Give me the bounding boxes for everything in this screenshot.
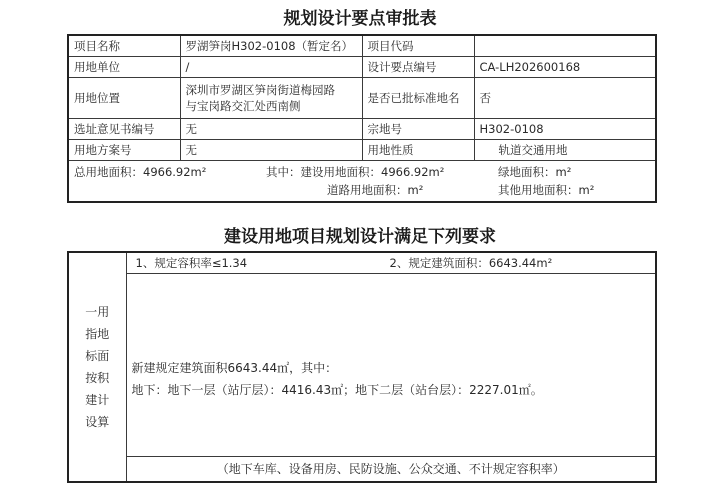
area-detail [126, 273, 656, 456]
location-line-2: 与宝岗路交汇处西南侧 [185, 98, 301, 113]
standard-name-value: 否 [474, 77, 656, 118]
far-text: 1、规定容积率≤1.34 [135, 255, 248, 270]
side-char: 标面 [85, 349, 110, 363]
requirements-side-label [68, 252, 126, 482]
area-row [68, 160, 656, 181]
side-char: 一用 [85, 305, 110, 319]
floor-area-text: 2、规定建筑面积：6643.44m² [389, 255, 553, 270]
land-nature-label: 用地性质 [362, 139, 474, 160]
location-label: 用地位置 [68, 77, 180, 118]
total-area: 总用地面积：4966.92m² [74, 164, 207, 179]
far-row [126, 252, 656, 273]
form-title: 规划设计要点审批表 [283, 9, 437, 29]
construction-area: 其中：建设用地面积：4966.92m² [266, 164, 445, 179]
site-opinion-value: 无 [180, 118, 362, 139]
underground-line: 地下：地下一层（站厅层）：4416.43㎡；地下二层（站台层）：2227.01㎡。 [131, 382, 543, 397]
side-char: 按积 [85, 371, 110, 385]
project-name-label: 项目名称 [68, 35, 180, 56]
other-area: 其他用地面积：m² [498, 183, 595, 197]
side-char: 建计 [85, 393, 110, 407]
land-unit-value: / [180, 56, 362, 77]
requirements-title: 建设用地项目规划设计满足下列要求 [224, 227, 496, 247]
side-char: 设算 [85, 415, 110, 429]
land-nature-value: 轨道交通用地 [474, 139, 656, 160]
footer-note: （地下车库、设备用房、民防设施、公众交通、不计规定容积率） [126, 456, 656, 482]
road-area: 道路用地面积：m² [327, 183, 424, 197]
location-line-1: 深圳市罗湖区笋岗街道梅园路 [185, 82, 335, 97]
land-unit-label: 用地单位 [68, 56, 180, 77]
area-row-2 [68, 181, 656, 202]
standard-name-label: 是否已批标准地名 [362, 77, 474, 118]
project-code-label: 项目代码 [362, 35, 474, 56]
project-name-value: 罗湖笋岗H302-0108（暂定名） [180, 35, 362, 56]
green-area: 绿地面积：m² [498, 164, 572, 179]
project-code-value [474, 35, 656, 56]
parcel-no-label: 宗地号 [362, 118, 474, 139]
land-plan-value: 无 [180, 139, 362, 160]
land-plan-label: 用地方案号 [68, 139, 180, 160]
parcel-no-value: H302-0108 [474, 118, 656, 139]
design-no-value: CA-LH202600168 [474, 56, 656, 77]
side-char: 指地 [85, 327, 110, 341]
design-no-label: 设计要点编号 [362, 56, 474, 77]
site-opinion-label: 选址意见书编号 [68, 118, 180, 139]
requirements-table [67, 251, 657, 483]
location-value [180, 77, 362, 118]
new-area-line: 新建规定建筑面积6643.44㎡，其中： [131, 360, 338, 375]
approval-table [67, 34, 657, 203]
